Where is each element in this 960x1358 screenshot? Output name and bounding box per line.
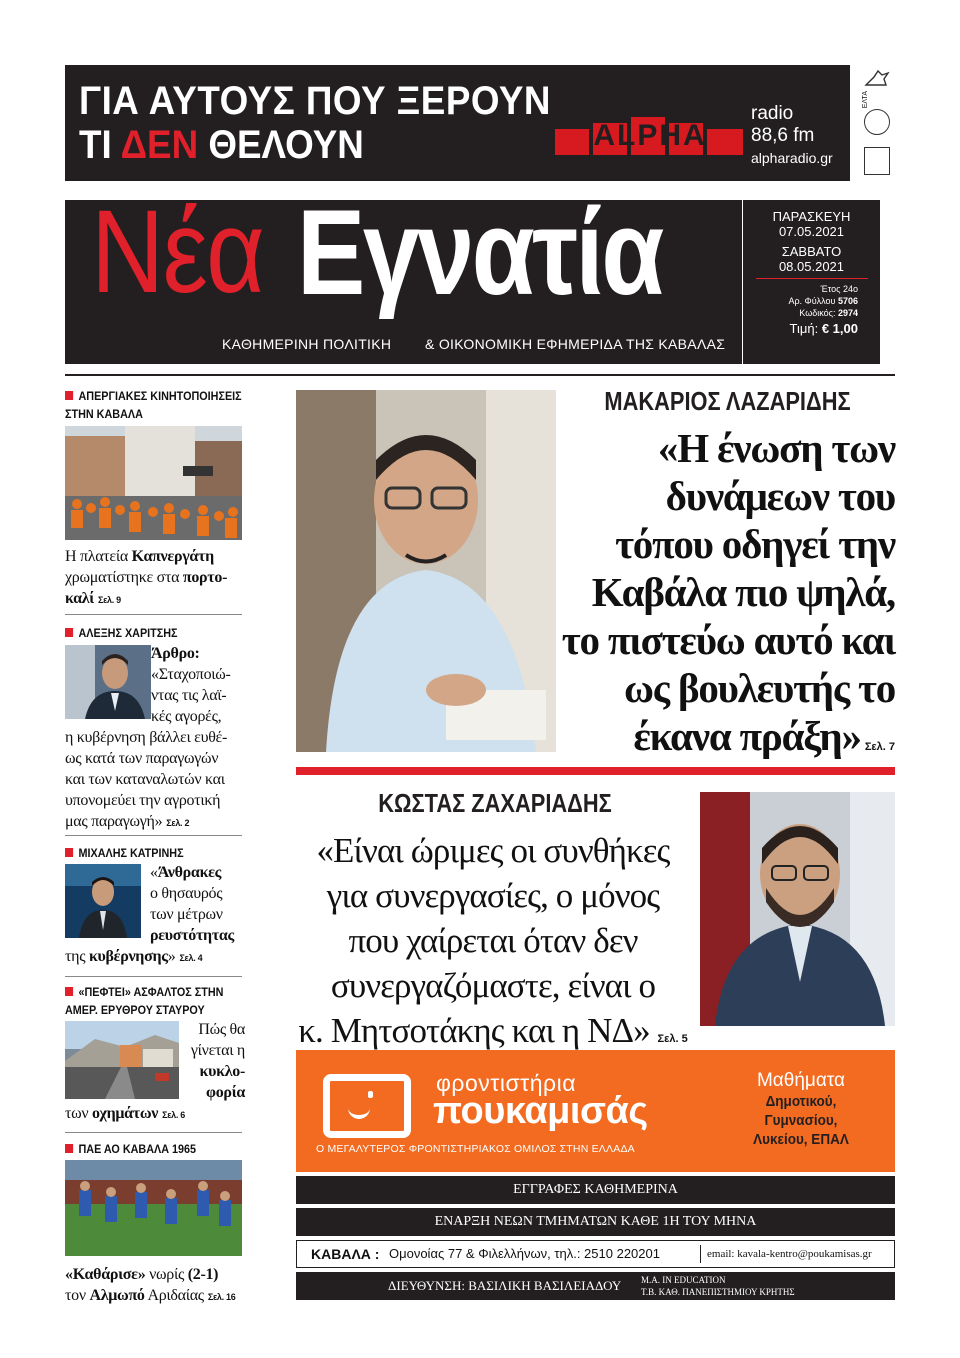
radio-info [751, 103, 833, 169]
photo-asphalt-road[interactable] [65, 1021, 179, 1099]
ad-courses: Μαθήματα Δημοτικού, Γυμνασίου, Λυκείου, ΕΠΑΛ [753, 1070, 849, 1148]
story-charitsis-intro[interactable]: Άρθρο: «Σταχοποιώ- ντας τις λαϊ- κές αγορές, [151, 645, 231, 725]
ad-director-credentials: M.A. IN EDUCATION Τ.Β. ΚΑΘ. ΠΑΝΕΠΙΣΤΗΜΙΟΥ ΚΡΗΤΗΣ [641, 1275, 795, 1297]
ad-headline-line2: ΤΙ ΔΕΝ ΘΕΛΟΥΝ [79, 123, 364, 167]
issue-year: Έτος 24ο [820, 284, 858, 294]
radio-url: alpharadio.gr [751, 150, 833, 166]
stamp-circle [864, 109, 890, 135]
masthead-rule [65, 374, 895, 376]
masthead-subtitle-left: ΚΑΘΗΜΕΡΙΝΗ ΠΟΛΙΤΙΚΗ [222, 336, 392, 352]
ad-brand: πουκαμισάς [433, 1090, 648, 1132]
kicker-strikes[interactable]: ΑΠΕΡΓΙΑΚΕΣ ΚΙΝΗΤΟΠΟΙΗΣΕΙΣ [65, 388, 242, 404]
red-divider-bar [296, 767, 895, 775]
divider [65, 614, 242, 615]
photo-lazaridis[interactable] [296, 390, 556, 752]
kicker-asphalt-2[interactable]: ΑΜΕΡ. ΕΡΥΘΡΟΥ ΣΤΑΥΡΟΥ [65, 1003, 205, 1017]
lead-person-name[interactable]: ΜΑΚΑΡΙΟΣ ΛΑΖΑΡΙΔΗΣ [604, 386, 851, 416]
ad-director [296, 1272, 895, 1300]
ad-street: Ομονοίας 77 & Φιλελλήνων, τηλ.: 2510 220201 [389, 1246, 660, 1261]
story-charitsis[interactable]: η κυβέρνηση βάλλει ευθέ- ως κατά των παραγωγών και των καταναλωτών και υπονομεύει την αγροτική μας παραγωγή» Σελ. 2 [65, 729, 228, 830]
alpha-logo [555, 117, 745, 155]
kicker-charitsis[interactable]: ΑΛΕΞΗΣ ΧΑΡΙΤΣΗΣ [65, 625, 178, 641]
postal-stamps [852, 65, 902, 181]
issue-number: Αρ. Φύλλου 5706 [788, 296, 858, 306]
photo-strike-protest[interactable] [65, 426, 242, 540]
ad-email: email: kavala-kentro@poukamisas.gr [707, 1248, 872, 1260]
issue-day2: ΣΑΒΒΑΤΟ [781, 244, 842, 259]
ad-frontistiria: φροντιστήρια [436, 1070, 577, 1096]
story-asphalt[interactable]: των οχημάτων Σελ. 6 [65, 1105, 185, 1122]
issue-day1: ΠΑΡΑΣΚΕΥΗ [772, 209, 851, 224]
masthead[interactable] [65, 200, 742, 364]
alpha-brand: ALPHA [593, 119, 707, 152]
radio-label: radio [751, 103, 794, 124]
stamp-rect [864, 147, 890, 175]
second-quote[interactable]: «Είναι ώριμες οι συνθήκες για συνεργασίες, ο μόνος που χαίρεται όταν δεν συνεργαζόμαστε, είναι ο κ. Μητσοτάκης και η ΝΔ» Σελ. 5 [298, 831, 688, 1050]
issue-date2: 08.05.2021 [778, 259, 845, 274]
masthead-title-bold: Εγνατία [297, 200, 662, 320]
kicker-football[interactable]: ΠΑΕ ΑΟ ΚΑΒΑΛΑ 1965 [65, 1141, 196, 1157]
postal-label: ΕΛΤΑ [862, 91, 869, 109]
ad-city: ΚΑΒΑΛΑ : [311, 1246, 380, 1262]
story-football[interactable]: «Καθάρισε» νωρίς (2-1) τον Αλμωπό Αριδαίας Σελ. 16 [65, 1266, 236, 1304]
issue-info [743, 200, 880, 364]
kicker-strikes-2[interactable]: ΣΤΗΝ ΚΑΒΑΛΑ [65, 407, 143, 421]
divider [65, 976, 242, 977]
divider [65, 1132, 242, 1133]
alpha-radio-ad[interactable] [65, 65, 850, 181]
tv-smile-icon [323, 1074, 411, 1138]
poukamisas-ad[interactable] [296, 1050, 895, 1172]
divider [65, 835, 242, 836]
ad-address [296, 1240, 895, 1268]
radio-frequency: 88,6 fm [751, 125, 815, 146]
ad-new-classes-bar: ΕΝΑΡΞΗ ΝΕΩΝ ΤΜΗΜΑΤΩΝ ΚΑΘΕ 1Η ΤΟΥ ΜΗΝΑ [296, 1208, 895, 1236]
ad-registrations-bar: ΕΓΓΡΑΦΕΣ ΚΑΘΗΜΕΡΙΝΑ [296, 1176, 895, 1204]
story-asphalt-intro[interactable]: Πώς θα γίνεται η κυκλο- φορία [190, 1021, 245, 1101]
ad-group-tagline: Ο ΜΕΓΑΛΥΤΕΡΟΣ ΦΡΟΝΤΙΣΤΗΡΙΑΚΟΣ ΟΜΙΛΟΣ ΣΤΗΝ ΕΛΛΑΔΑ [316, 1143, 635, 1155]
bird-icon [864, 69, 890, 89]
lead-quote[interactable]: «Η ένωση των δυνάμεων του τόπου οδηγεί την Καβάλα πιο ψηλά, το πιστεύω αυτό και ως βουλευτής το έκανα πράξη» Σελ. 7 [561, 425, 895, 759]
story-strikes[interactable]: Η πλατεία Καπνεργάτη χρωματίστηκε στα πορτο- καλί Σελ. 9 [65, 548, 228, 607]
issue-price: Τιμή: € 1,00 [789, 321, 858, 336]
photo-charitsis[interactable] [65, 645, 151, 719]
masthead-title-light: Νέα [91, 200, 264, 318]
kicker-asphalt[interactable]: «ΠΕΦΤΕΙ» ΑΣΦΑΛΤΟΣ ΣΤΗΝ [65, 984, 223, 1000]
story-katrinis-intro[interactable]: «Άνθρακες ο θησαυρός των μέτρων ρευστότητας [150, 864, 234, 944]
masthead-subtitle-right: & ΟΙΚΟΝΟΜΙΚΗ ΕΦΗΜΕΡΙΔΑ ΤΗΣ ΚΑΒΑΛΑΣ [425, 336, 726, 352]
photo-zachariadis[interactable] [700, 792, 895, 1026]
photo-football-match[interactable] [65, 1160, 242, 1256]
kicker-katrinis[interactable]: ΜΙΧΑΛΗΣ ΚΑΤΡΙΝΗΣ [65, 845, 184, 861]
ad-director-name: ΔΙΕΥΘΥΝΣΗ: ΒΑΣΙΛΙΚΗ ΒΑΣΙΛΕΙΑΔΟΥ [388, 1278, 622, 1293]
issue-code: Κωδικός: 2974 [799, 308, 858, 318]
issue-date1: 07.05.2021 [778, 224, 845, 239]
photo-katrinis[interactable] [65, 864, 141, 938]
second-person-name[interactable]: ΚΩΣΤΑΣ ΖΑΧΑΡΙΑΔΗΣ [378, 788, 612, 818]
ad-headline-line1: ΓΙΑ ΑΥΤΟΥΣ ΠΟΥ ΞΕΡΟΥΝ [79, 79, 551, 123]
story-katrinis[interactable]: της κυβέρνησης» Σελ. 4 [65, 948, 203, 965]
